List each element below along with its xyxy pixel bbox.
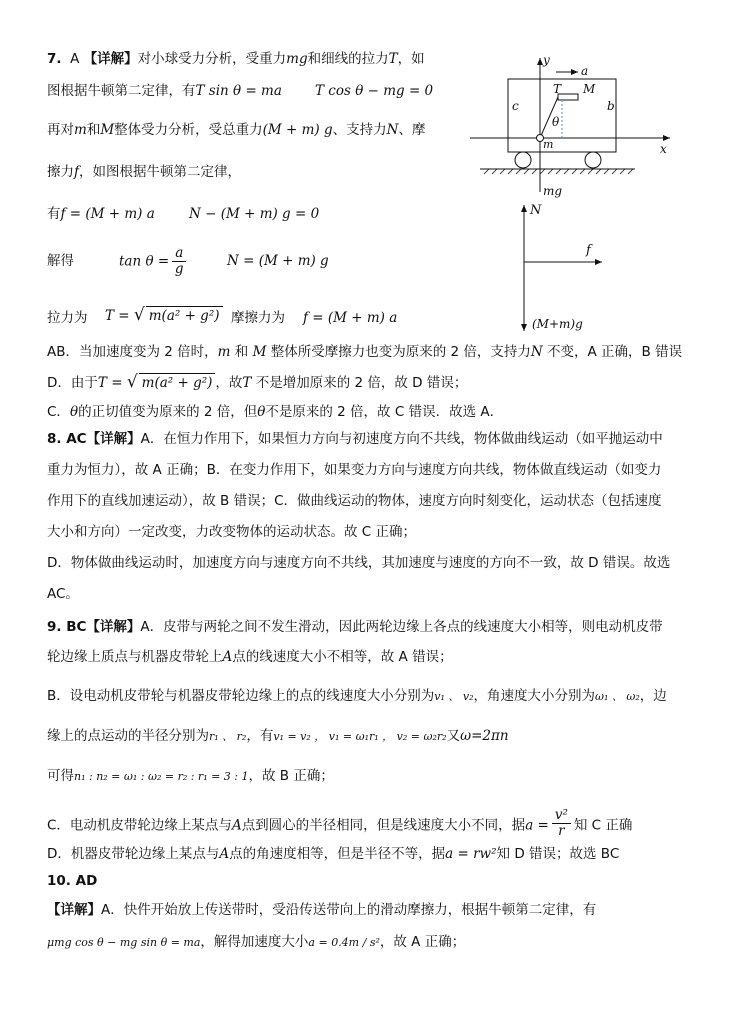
q8-line-2: 重力为恒力），故 A 正确；B．在变力作用下，如果变力方向与速度方向共线，物体做直线运动（如变力 [47, 462, 662, 478]
q7-eq-n2: N = (M + m) g [227, 253, 329, 269]
label-f: f [586, 243, 591, 258]
q7-eq-f: f = (M + m) a [60, 206, 155, 222]
q7-eq-tsin: T sin θ = ma [195, 83, 282, 99]
q8-line-4: 大小和方向）一定改变，力改变物体的运动状态。故 C 正确； [47, 524, 417, 540]
q7-frac-a-g: $\frac{a}{g}$ [172, 246, 186, 277]
q7-line-4: 擦力f，如图根据牛顿第二定律， [47, 164, 241, 180]
wheel-right [585, 152, 601, 168]
q9-line-2: 轮边缘上质点与机器皮带轮上A点的线速度大小不相等，故 A 错误； [47, 649, 453, 665]
label-y: y [543, 53, 550, 67]
label-M: M [583, 82, 596, 96]
label-c: c [512, 99, 519, 113]
q10-number: 10. AD [47, 873, 98, 889]
q7-eq-tcos: T cos θ − mg = 0 [315, 83, 434, 99]
label-x: x [660, 142, 667, 156]
q8-line-3: 作用下的直线加速运动），故 B 错误；C．做曲线运动的物体，速度方向时刻变化，运动状态（包括速度 [47, 493, 662, 509]
q8-line-5: D．物体做曲线运动时，加速度方向与速度方向不共线，其加速度与速度的方向不一致，故 D 错误。故选 [47, 555, 671, 571]
q7-line-d: D．由于T = √ m(a² + g²) ，故T 不是增加原来的 2 倍，故 D 错误； [47, 372, 468, 392]
q7-answer: A [70, 51, 80, 67]
system-force-diagram [500, 196, 630, 338]
q7-line-3: 再对m和M整体受力分析，受总重力(M + m) g、支持力N、摩 [47, 122, 426, 138]
q7-eq-n: N − (M + m) g = 0 [189, 206, 320, 222]
q7-sqrt: m(a² + g²) [146, 306, 223, 325]
cart-box [508, 79, 616, 152]
q9-line-3: B．设电动机皮带轮与机器皮带轮边缘上的点的线速度大小分别为v₁ 、 v₂，角速度大小分别为ω₁ 、 ω₂，边 [47, 688, 667, 704]
q8-number: 8. AC [47, 431, 87, 447]
q7-line-6: 解得 tan θ = $\frac{a}{g}$ N = (M + m) g [47, 245, 329, 277]
q10-line-2: 【详解】A．快件开始放上传送带时，受沿传送带向上的滑动摩擦力，根据牛顿第二定律，有 [47, 902, 597, 918]
q9-line-1: 9. BC【详解】A．皮带与两轮之间不发生滑动，因此两轮边缘上各点的线速度大小相等，则电动机皮带 [47, 619, 663, 635]
q9-line-7: D．机器皮带轮边缘上某点与A点的角速度相等，但是半径不等，据a = rw²知 D 错误；故选 BC [47, 846, 620, 862]
q9-line-6: C．电动机皮带轮边缘上某点与A点到圆心的半径相同，但是线速度大小不同，据a = $\frac{\text{v²}}{r}$ 知 C 正确 [47, 807, 633, 839]
q10-line-1 [47, 872, 97, 890]
q9-frac-v-r: $\frac{\text{v²}}{r}$ [552, 808, 571, 839]
q9-number: 9. BC [47, 619, 87, 635]
q7-number: 7. [47, 51, 62, 67]
label-N: N [530, 203, 542, 218]
q7-line-2: 图根据牛顿第二定律，有T sin θ = ma T cos θ − mg = 0 [47, 83, 434, 99]
label-T: T [553, 82, 562, 96]
q10-line-3: μmg cos θ − mg sin θ = ma，解得加速度大小a = 0.4m / s²，故 A 正确； [47, 934, 466, 950]
q7-line-7: 拉力为 T = √ m(a² + g²) 摩擦力为 f = (M + m) a [47, 305, 398, 326]
q7-tag: 【详解】 [83, 51, 138, 67]
q7-line-5: 有f = (M + m) a N − (M + m) g = 0 [47, 206, 320, 222]
q7-line-1: 7. A 【详解】对小球受力分析，受重力mg和细线的拉力T，如 [47, 51, 425, 67]
q7-line-c: C．θ的正切值变为原来的 2 倍，但θ不是原来的 2 倍，故 C 错误．故选 A． [47, 404, 504, 420]
q8-line-1: 8. AC【详解】A．在恒力作用下，如果恒力方向与初速度方向不共线，物体做曲线运动（如平抛运动中 [47, 431, 663, 447]
wheel-left [515, 152, 531, 168]
label-m: m [543, 138, 554, 151]
label-mg: mg [543, 184, 563, 198]
ground-hatch [484, 169, 633, 174]
cart-force-diagram [470, 52, 680, 202]
label-a: a [581, 64, 589, 78]
label-weight: (M+m)g [532, 317, 583, 331]
q8-line-6: AC。 [47, 586, 79, 602]
q7-line-ab: AB．当加速度变为 2 倍时，m 和 M 整体所受摩擦力也变为原来的 2 倍，支持力N 不变，A 正确，B 错误 [47, 344, 683, 360]
label-theta: θ [552, 115, 560, 129]
q9-line-4: 缘上的点运动的半径分别为r₁ 、 r₂，有v₁ = v₂ ， v₁ = ω₁r₁ ， v₂ = ω₂r₂又ω=2πn [47, 728, 509, 744]
label-b: b [607, 99, 615, 113]
q9-line-5: 可得n₁ : n₂ = ω₁ : ω₂ = r₂ : r₁ = 3 : 1，故 B 正确； [47, 768, 334, 784]
